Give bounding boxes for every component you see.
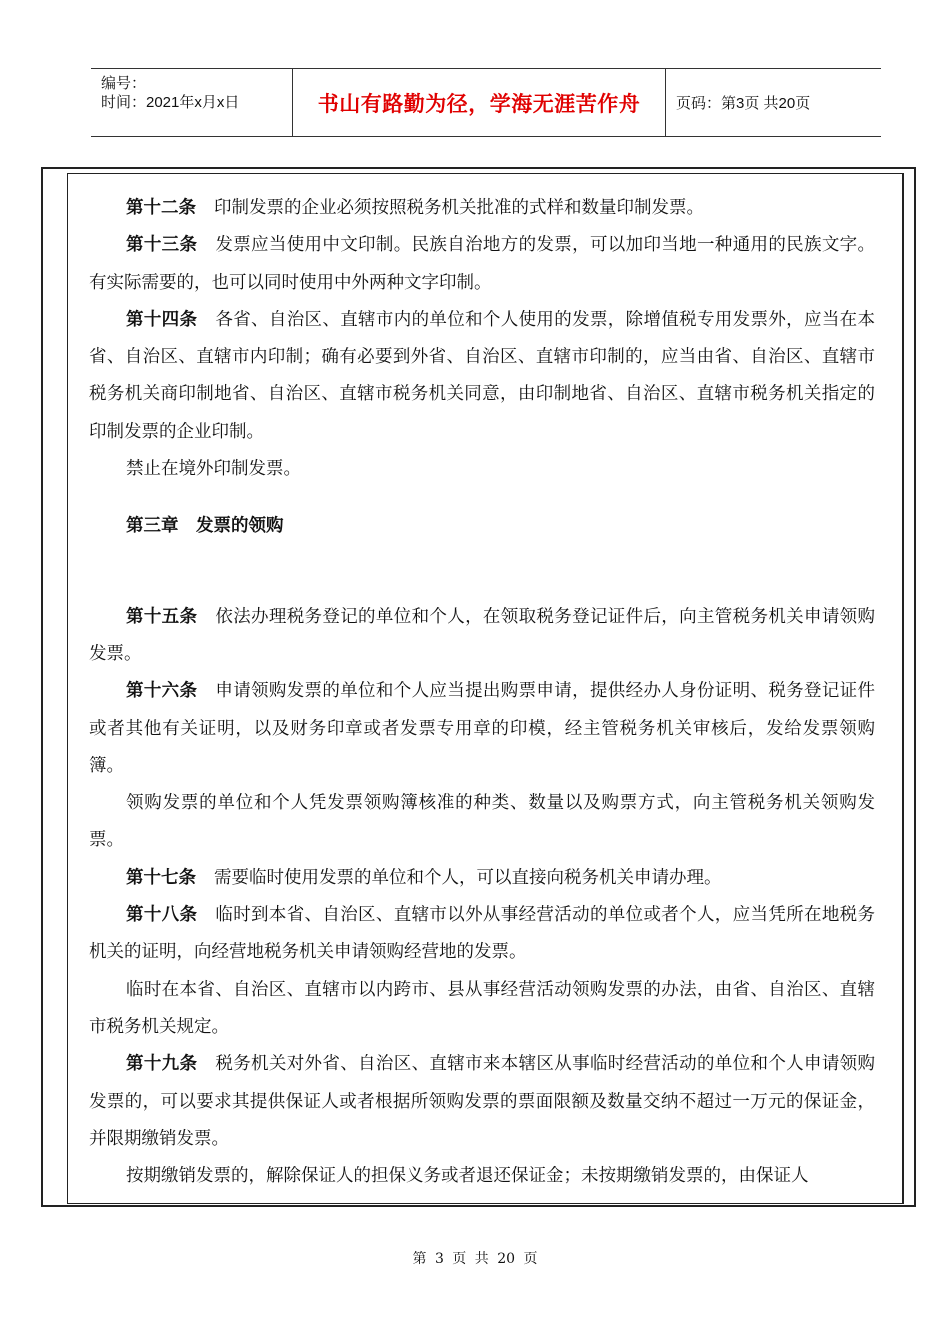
article-17-title: 第十七条 — [126, 867, 196, 888]
article-16-paragraph-2: 领购发票的单位和个人凭发票领购簿核准的种类、数量以及购票方式，向主管税务机关领购发票。 — [89, 793, 875, 851]
article-14-paragraph-2: 禁止在境外印制发票。 — [126, 459, 301, 480]
article-17 — [89, 860, 875, 897]
article-16 — [89, 673, 875, 785]
header-motto-cell — [292, 69, 666, 136]
article-18-title: 第十八条 — [126, 905, 198, 926]
article-14-text: 各省、自治区、直辖市内的单位和个人使用的发票，除增值税专用发票外，应当在本省、自治区、直辖市内印制；确有必要到外省、自治区、直辖市印制的，应当由省、自治区、直辖市税务机关商印制地省、自治区、直辖市税务机关同意，由印制地省、自治区、直辖市税务机关指定的印制发票的企业印制。 — [89, 309, 876, 442]
header-info-cell — [91, 69, 291, 136]
article-19-paragraph-2: 按期缴销发票的，解除保证人的担保义务或者退还保证金；未按期缴销发票的，由保证人 — [126, 1166, 809, 1187]
motto-text: 书山有路勤为径，学海无涯苦作舟 — [317, 91, 641, 116]
header-page-cell — [666, 69, 881, 136]
article-13 — [89, 227, 875, 302]
article-19-text: 税务机关对外省、自治区、直辖市来本辖区从事临时经营活动的单位和个人申请领购发票的，可以要求其提供保证人或者根据所领购发票的票面限额及数量交纳不超过一万元的保证金，并限期缴销发票。 — [89, 1054, 876, 1149]
article-13-text: 发票应当使用中文印制。民族自治地方的发票，可以加印当地一种通用的民族文字。有实际需要的，也可以同时使用中外两种文字印制。 — [89, 235, 876, 293]
article-12-text: 印制发票的企业必须按照税务机关批准的式样和数量印制发票。 — [214, 198, 704, 218]
article-12-title: 第十二条 — [126, 198, 196, 218]
document-body — [89, 190, 875, 1195]
article-13-title: 第十三条 — [126, 235, 198, 256]
article-18 — [89, 897, 875, 972]
article-18-text: 临时到本省、自治区、直辖市以外从事经营活动的单位或者个人，应当凭所在地税务机关的证明，向经营地税务机关申请领购经营地的发票。 — [89, 905, 876, 963]
document-time-label: 时间：2021年x月x日 — [101, 94, 240, 111]
article-16-text: 申请领购发票的单位和个人应当提出购票申请，提供经办人身份证明、税务登记证件或者其他有关证明，以及财务印章或者发票专用章的印模，经主管税务机关审核后，发给发票领购簿。 — [89, 681, 876, 776]
header-table — [91, 68, 881, 137]
document-number-label: 编号： — [101, 75, 147, 92]
article-16-title: 第十六条 — [126, 681, 198, 702]
article-14-title: 第十四条 — [126, 309, 198, 330]
article-15-title: 第十五条 — [126, 606, 198, 627]
article-15-text: 依法办理税务登记的单位和个人，在领取税务登记证件后，向主管税务机关申请领购发票。 — [89, 606, 876, 664]
article-19 — [89, 1046, 875, 1158]
article-18-paragraph-2: 临时在本省、自治区、直辖市以内跨市、县从事经营活动领购发票的办法，由省、自治区、直辖市税务机关规定。 — [89, 979, 875, 1037]
article-17-text: 需要临时使用发票的单位和个人，可以直接向税务机关申请办理。 — [214, 867, 722, 888]
page-number-label: 页码：第3页 共20页 — [676, 95, 811, 112]
article-12 — [89, 190, 875, 227]
article-15 — [89, 599, 875, 674]
article-14 — [89, 302, 875, 451]
chapter-3-heading: 第三章 发票的领购 — [126, 516, 284, 537]
article-19-title: 第十九条 — [126, 1054, 198, 1075]
page-footer: 第 3 页 共 20 页 — [412, 1251, 538, 1267]
